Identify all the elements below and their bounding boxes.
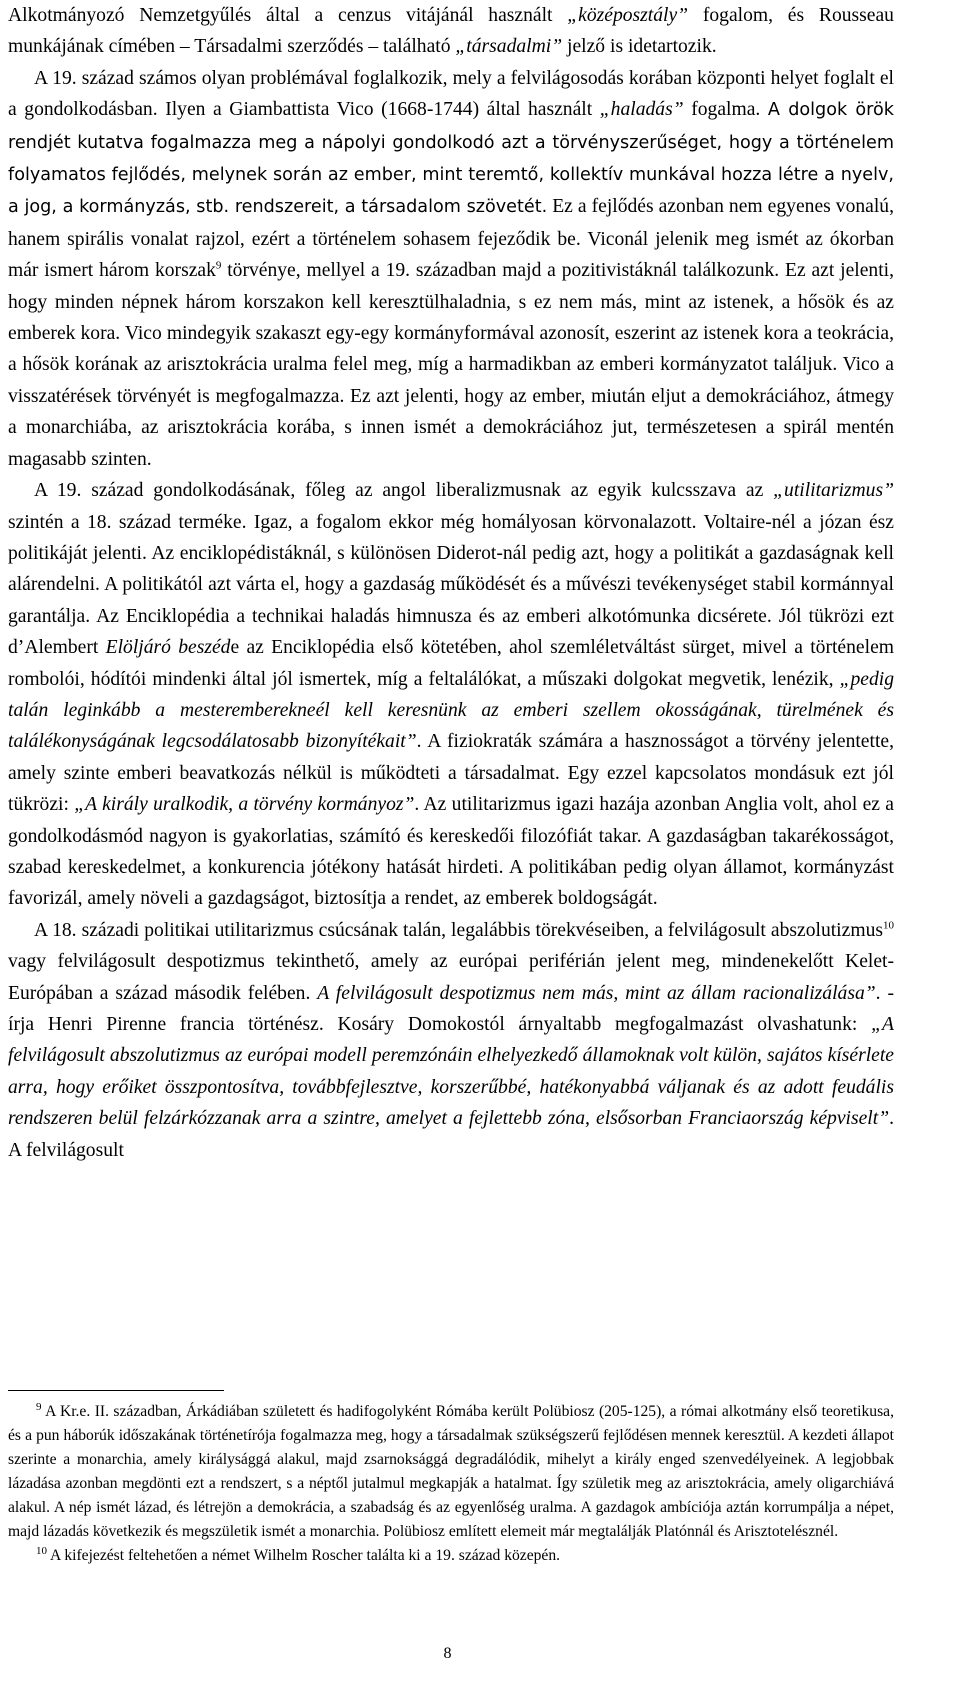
text-run: jelző is idetartozik. xyxy=(562,36,717,58)
paragraph-2 xyxy=(8,63,894,475)
text-run: „A felvilágosult abszolutizmus az európai modell peremzónáin elhelyezkedő államoknak volt külön, sajátos kísérlete arra, hogy erőiket összpontosítva, továbbfejlesztve, korszerűbbé, hatékonyabbá váljanak és az adott feudális rendszeren belül felzárkózzanak arra a szintre, amelyet a fejlettebb zóna, elsősorban Franciaország képviselt” xyxy=(8,1014,894,1130)
text-run: A 19. század gondolkodásának, főleg az angol liberalizmusnak az egyik kulcsszava az xyxy=(34,480,774,502)
text-run: „A király uralkodik, a törvény kormányoz” xyxy=(74,794,415,816)
text-run: e az Enciklopédia első kötetében, ahol szemléletváltást sürget, mivel a történelem rombolói, hódítói mindenki által jól ismertek, míg a feltalálókat, a műszaki dolgokat megvetik, lenézik, xyxy=(8,637,894,690)
text-run: „haladás” xyxy=(599,99,684,121)
footnote-10-number: 10 xyxy=(36,1544,47,1557)
footnote-10 xyxy=(8,1544,894,1568)
text-run: . - írja Henri Pirenne francia történész. Kosáry Domokostól árnyaltabb megfogalmazást olvashatunk: xyxy=(8,982,895,1035)
footnote-10-text: A kifejezést feltehetően a német Wilhelm Roscher találta ki a 19. század közepén. xyxy=(50,1547,561,1564)
footnote-9-number: 9 xyxy=(36,1400,42,1413)
text-run: „pedig talán leginkább a mesteremberekneél kell keresnünk az emberi szellem okosságának, türelmének és találékonyságának legcsodálatosabb bizonyítékait” xyxy=(8,668,894,753)
text-run: A dolgok örök rendjét kutatva fogalmazza meg a nápolyi gondolkodó azt a törvényszerűséget, hogy a történelem folyamatos fejlődés, melynek során az ember, mint teremtő, kollektív munkával hozza létre a nyelv, a jog, a kormányzás, stb. rendszereit, a társadalom szövetét. xyxy=(8,100,894,218)
text-run: vagy felvilágosult despotizmus tekinthető, amely az európai periférián jelent meg, mindenekelőtt Kelet-Európában a század második felében. xyxy=(8,951,894,1004)
paragraph-3 xyxy=(8,475,894,915)
text-run: Elöljáró beszéd xyxy=(105,637,231,659)
text-run: „társadalmi” xyxy=(455,36,563,58)
text-run: szintén a 18. század terméke. Igaz, a fogalom ekkor még homályosan körvonalazott. Voltaire-nél a józan ész politikáját jelenti. Az enciklopédistáknál, s különösen Diderot-nál pedig azt, hogy a politikát a gazdaságnak kell alárendelni. A politikától azt várta el, hogy a gazdaság működését és a művészi tevékenységet stabil kormánnyal garantálja. Az Enciklopédia a technikai haladás himnusza és az emberi alkotómunka dicsérete. Jól tükrözi ezt d’Alembert xyxy=(8,511,894,659)
text-run: A felvilágosult despotizmus nem más, mint az állam racionalizálása” xyxy=(317,982,876,1004)
text-run: . A fiziokraták számára a hasznosságot a törvény jelentette, amely szinte emberi beavatkozás nélkül is működteti a társadalmat. Egy ezzel kapcsolatos mondásuk ezt jól tükrözi: xyxy=(8,731,894,816)
text-run: . Az utilitarizmus igazi hazája azonban Anglia volt, ahol ez a gondolkodásmód nagyon is gyakorlatias, számító és kereskedői filozófiát takar. A gazdaságban takarékosságot, szabad kereskedelmet, a konkurencia jótékony hatását hirdeti. A politikában pedig olyan államot, kormányzást favorizál, amely növeli a gazdagságot, biztosítja a rendet, az emberek boldogságát. xyxy=(8,794,894,910)
text-run: fogalma. xyxy=(683,99,768,121)
document-body xyxy=(8,0,894,1166)
text-run: „középosztály” xyxy=(567,5,689,26)
text-run: „utilitarizmus” xyxy=(773,480,894,502)
text-run: Alkotmányozó Nemzetgyűlés által a cenzus vitájánál használt xyxy=(8,5,568,26)
footnotes xyxy=(8,1400,894,1568)
paragraph-1 xyxy=(8,0,894,63)
text-run: . A felvilágosult xyxy=(8,1108,894,1161)
text-run: A 18. századi politikai utilitarizmus csúcsának talán, legalábbis törekvéseiben, a felvilágosult abszolutizmus xyxy=(34,919,883,941)
footnote-separator xyxy=(8,1390,224,1391)
footnote-9 xyxy=(8,1400,894,1544)
text-run: A 19. század számos olyan problémával foglalkozik, mely a felvilágosodás korában központi helyet foglalt el a gondolkodásban. Ilyen a Giambattista Vico (1668-1744) által használt xyxy=(8,67,894,121)
text-run: Ez a fejlődés azonban nem egyenes vonalú, hanem spirális vonalat rajzol, ezért a történelem sohasem fejeződik be. Viconál jelenik meg ismét az ókorban már ismert három korszak xyxy=(8,196,894,282)
page-number: 8 xyxy=(443,1645,452,1662)
paragraph-4 xyxy=(8,915,894,1166)
footnote-9-text: A Kr.e. II. században, Árkádiában született és hadifogolyként Rómába került Polübiosz (205-125), a római alkotmány első teoretikusa, és a pun háborúk időszakának történetírója fogalmazza meg, hogy a társadalmak szükségszerű fejlődésen mennek keresztül. A kezdeti állapot szerinte a monarchia, amely királysággá alakul, majd zsarnoksággá degradálódik, mihelyt a király enged szenvedélyeinek. A legjobbak lázadása azonban megdönti ezt a rendszert, s a néptől jutalmul megkapják a hatalmat. Így születik meg az arisztokrácia, amely oligarchiává alakul. A nép ismét lázad, és létrejön a demokrácia, a szabadság és az egyenlőség uralma. A gazdagok ambíciója aztán korrumpálja a népet, majd lázadás következik és megszületik ismét a monarchia. Polübiosz említett elemeit már megtalálják Platónnál és Arisztotelésznél. xyxy=(8,1403,894,1540)
footnote-ref: 9 xyxy=(215,259,222,272)
text-run: törvénye, mellyel a 19. században majd a pozitivistáknál találkozunk. Ez azt jelenti, hogy minden népnek három korszakon kell keresztülhaladnia, s ez nem más, mint az istenek, a hősök és az emberek kora. Vico mindegyik szakaszt egy-egy kormányformával azonosít, eszerint az istenek kora a teokrácia, a hősök korának az arisztokrácia uralma felel meg, míg a harmadikban az emberi kormányzatot találjuk. Vico a visszatérések törvényét is megfogalmazza. Ez azt jelenti, hogy az ember, miután eljut a demokráciához, átmegy a monarchiába, az arisztokrácia korába, s innen ismét a demokráciához jut, természetesen a spirál mentén magasabb szinten. xyxy=(8,260,895,470)
text-run: fogalom, és Rousseau munkájának címében – Társadalmi szerződés – található xyxy=(8,5,894,58)
footnote-ref: 10 xyxy=(883,919,894,932)
